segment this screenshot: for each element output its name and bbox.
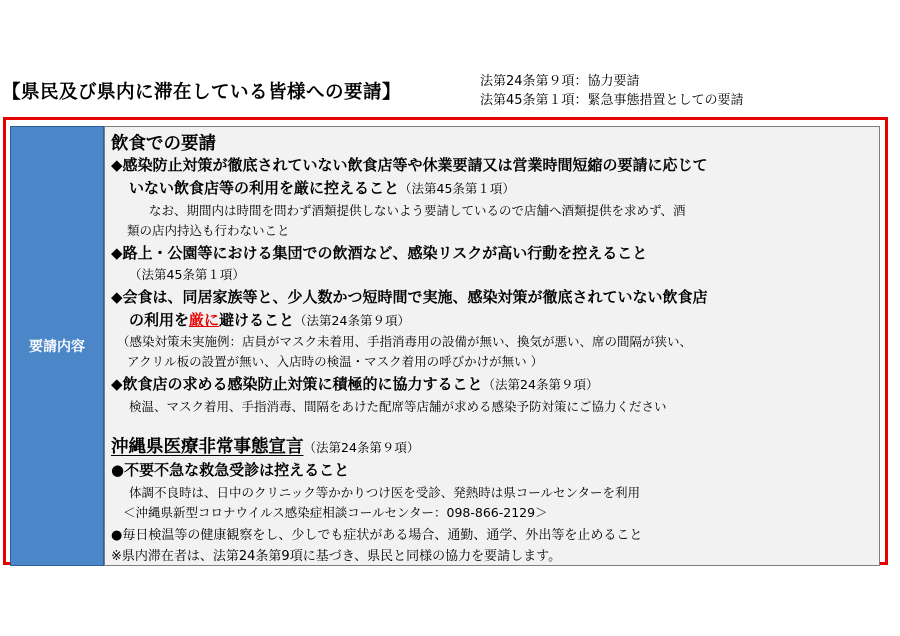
legal-ref-line: 法第45条第１項：緊急事態措置としての要請 bbox=[480, 93, 744, 108]
row-label: 要請内容 bbox=[29, 339, 85, 355]
legal-citation: （法第24条第９項） bbox=[482, 377, 599, 392]
dining-item-1-line2 bbox=[129, 177, 515, 198]
legal-citation: （法第24条第９項） bbox=[303, 440, 420, 455]
page-title: 【県民及び県内に滞在している皆様への要請】 bbox=[2, 82, 402, 103]
legal-references bbox=[480, 72, 744, 110]
dining-item-2-line1: ◆路上・公園等における集団での飲酒など、感染リスクが高い行動を控えること bbox=[111, 244, 648, 262]
section-heading-dining: 飲食での要請 bbox=[111, 134, 216, 154]
dining-item-1-text: いない飲食店等の利用を厳に控えること bbox=[129, 179, 400, 197]
dining-item-3-note-line2: アクリル板の設置が無い、入店時の検温・マスク着用の呼びかけが無い ） bbox=[127, 354, 544, 369]
medical-item-1-note-line2: ＜沖縄県新型コロナウイルス感染症相談コールセンター：098-866-2129＞ bbox=[123, 505, 548, 520]
dining-item-4-line1 bbox=[111, 373, 598, 394]
dining-item-3-line1: ◆会食は、同居家族等と、少人数かつ短時間で実施、感染対策が徹底されていない飲食店 bbox=[111, 288, 708, 306]
dining-item-4-note: 検温、マスク着用、手指消毒、間隔をあけた配席等店舗が求める感染予防対策にご協力ください bbox=[129, 399, 667, 414]
medical-item-1: ●不要不急な救急受診は控えること bbox=[111, 461, 350, 479]
legal-citation: （法第45条第１項） bbox=[399, 181, 515, 196]
dining-item-3-text: 避けること bbox=[219, 311, 295, 329]
medical-item-2: ●毎日検温等の健康観察をし、少しでも症状がある場合、通勤、通学、外出等を止めること bbox=[111, 528, 643, 543]
row-label-cell bbox=[10, 126, 104, 566]
resident-note: ※県内滞在者は、法第24条第9項に基づき、県民と同様の協力を要請します。 bbox=[111, 549, 562, 564]
dining-item-3-note-line1: （感染対策未実施例：店員がマスク未着用、手指消毒用の設備が無い、換気が悪い、席の間隔が狭い、 bbox=[117, 334, 693, 349]
legal-citation: （法第24条第９項） bbox=[294, 313, 410, 328]
section-heading-medical: 沖縄県医療非常事態宣言 bbox=[111, 437, 304, 457]
legal-citation: （法第45条第１項） bbox=[129, 267, 245, 282]
request-content-cell bbox=[104, 126, 880, 566]
section-heading-medical-row bbox=[111, 433, 419, 458]
emphasis-text: 厳に bbox=[189, 311, 220, 329]
legal-ref-line: 法第24条第９項：協力要請 bbox=[480, 74, 640, 89]
medical-item-1-note-line1: 体調不良時は、日中のクリニック等かかりつけ医を受診、発熱時は県コールセンターを利用 bbox=[129, 485, 641, 500]
dining-item-3-text: の利用を bbox=[129, 311, 190, 329]
dining-item-1-line1: ◆感染防止対策が徹底されていない飲食店等や休業要請又は営業時間短縮の要請に応じて bbox=[111, 156, 708, 174]
dining-note-line1: なお、期間内は時間を問わず酒類提供しないよう要請しているので店舗へ酒類提供を求めず、酒 bbox=[149, 203, 686, 218]
dining-item-3-line2 bbox=[129, 309, 410, 330]
dining-item-4-text: ◆飲食店の求める感染防止対策に積極的に協力すること bbox=[111, 375, 483, 393]
dining-note-line2: 類の店内持込も行わないこと bbox=[127, 223, 290, 238]
